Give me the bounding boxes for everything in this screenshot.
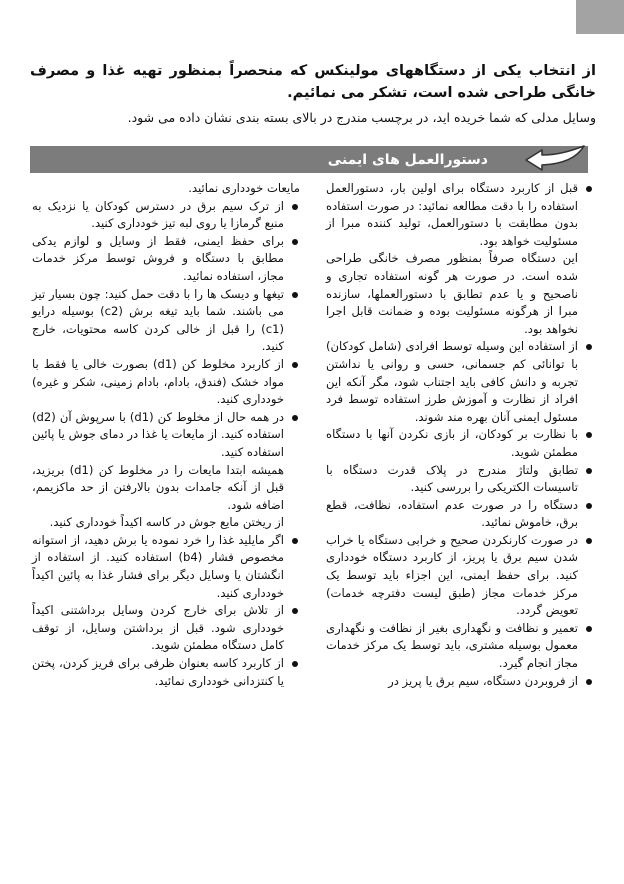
list-item — [326, 462, 594, 497]
item-text: تیغها و دیسک ها را با دقت حمل کنید: چون بسیار تیز می باشند. شما باید تیغه برش (c2) بوسیله درایو (c1) را قبل از خالی کردن کاسه محتویات، خارج کنید. — [32, 286, 284, 354]
page-corner-tab — [576, 0, 624, 34]
item-text: در همه حال از مخلوط کن (d1) با سرپوش آن (d2) استفاده کنید. از مایعات یا غذا در دمای جوش یا پائین استفاده کنید. — [32, 409, 284, 459]
item-text: از تلاش برای خارج کردن وسایل برداشتنی اکیداً خودداری شود. قبل از برداشتن وسایل، از توقف کامل دستگاه مطمئن شوید. — [32, 603, 284, 653]
intro-model-note: وسایل مدلی که شما خریده اید، در برچسب مندرج در بالای بسته بندی نشان داده می شود. — [127, 110, 596, 125]
item-text: تعمیر و نظافت و نگهداری بغیر از نظافت و نگهداری معمول بوسیله مشتری، باید توسط یک مرکز خدمات مجاز انجام گیرد. — [326, 620, 578, 671]
item-text: از کاربرد کاسه بعنوان ظرفی برای فریز کردن، پختن یا کنتزدانی خودداری نمائید. — [32, 656, 284, 688]
curved-arrow-icon — [522, 142, 590, 178]
item-text: تطابق ولتاژ مندرج در پلاک قدرت دستگاه با تاسیسات الکتریکی را بررسی کنید. — [326, 462, 578, 495]
list-item — [326, 426, 594, 461]
right-bullet-list — [326, 180, 594, 690]
list-item — [326, 673, 594, 691]
item-text: از فروبردن دستگاه، سیم برق یا پریز در — [388, 673, 578, 688]
list-item — [32, 409, 300, 532]
list-item — [326, 532, 594, 620]
list-item — [32, 655, 300, 690]
list-item — [326, 620, 594, 673]
item-text-extra: همیشه ابتدا مایعات را در مخلوط کن (d1) بریزید، قبل از آنکه جامدات بدون بالارفتن از حد ماکزیمم، اضافه شود. — [32, 462, 284, 512]
list-item — [32, 602, 300, 655]
list-item — [326, 338, 594, 426]
section-header-bar — [30, 146, 588, 173]
left-bullet-list — [32, 180, 300, 690]
list-item — [326, 180, 594, 338]
item-text: از کاربرد مخلوط کن (d1) بصورت خالی یا فقط با مواد خشک (فندق، بادام، بادام زمینی، شکر و غیره) خودداری کنید. — [32, 356, 284, 407]
item-text: از ترک سیم برق در دسترس کودکان یا نزدیک به منبع گرمازا یا روی لبه تیز خودداری کنید. — [32, 198, 284, 231]
item-text: با نظارت بر کودکان، از بازی نکردن آنها با دستگاه مطمئن شوید. — [326, 427, 578, 459]
right-column — [326, 180, 594, 690]
item-text: دستگاه را در صورت عدم استفاده، نظافت، قطع برق، خاموش نمائید. — [326, 497, 578, 530]
list-item — [32, 286, 300, 356]
intro-heading: از انتخاب یکی از دستگاههای مولینکس که منحصراً بمنظور تهیه غذا و مصرف خانگی طراحی شده است، تشکر می نمائیم. — [30, 63, 596, 101]
section-title: دستورالعمل های ایمنی — [327, 151, 488, 168]
list-item — [326, 497, 594, 532]
item-text-extra: از ریختن مایع جوش در کاسه اکیداً خودداری کنید. — [49, 515, 284, 530]
item-text: قبل از کاربرد دستگاه برای اولین بار، دستورالعمل استفاده را با دقت مطالعه نمائید: در صورت استفاده بدون مطابقت با دستورالعمل، تولید کننده مبرا از مسئولیت خواهد بود. — [326, 181, 578, 248]
item-text: برای حفظ ایمنی، فقط از وسایل و لوازم یدکی مطابق با دستگاه و فروش توسط مرکز خدمات مجاز، استفاده نمائید. — [32, 233, 284, 283]
list-item-continuation — [32, 180, 300, 198]
list-item — [32, 356, 300, 409]
item-text: در صورت کارنکردن صحیح و خرابی دستگاه یا خراب شدن سیم برق یا پریز، از کاربرد دستگاه خودداری کنید. برای حفظ ایمنی، این اجزاء باید توسط یک مرکز خدمات مجاز (طبق لیست دفترچه خدمات) تعویض گردد. — [326, 532, 578, 618]
list-item — [32, 532, 300, 602]
item-text: مایعات خودداری نمائید. — [188, 181, 300, 195]
item-text-extra: این دستگاه صرفاً بمنظور مصرف خانگی طراحی شده است. در صورت هر گونه استفاده تجاری و ناصحیح و یا عدم تطابق با دستورالعملها، سازنده مبرا از هرگونه مسئولیت بوده و ضمانت قابل اجرا نخواهد بود. — [326, 251, 578, 336]
list-item — [32, 198, 300, 233]
intro — [30, 60, 596, 128]
item-text: از استفاده این وسیله توسط افرادی (شامل کودکان) با توانائی کم جسمانی، حسی و روانی یا نداشتن تجربه و دانش کافی باید اجتناب شود، مگر آنکه این افراد از نظارت و آموزش طرز استفاده توسط فرد مسئول ایمنی آنان بهره مند شوند. — [326, 339, 578, 424]
left-column — [32, 180, 300, 690]
list-item — [32, 233, 300, 286]
item-text: اگر مایلید غذا را خرد نموده یا برش دهید، از استوانه مخصوص فشار (b4) استفاده کنید. از استفاده از انگشتان یا وسایل دیگر برای فشار غذا به پائین اکیداً خودداری کنید. — [32, 532, 285, 600]
